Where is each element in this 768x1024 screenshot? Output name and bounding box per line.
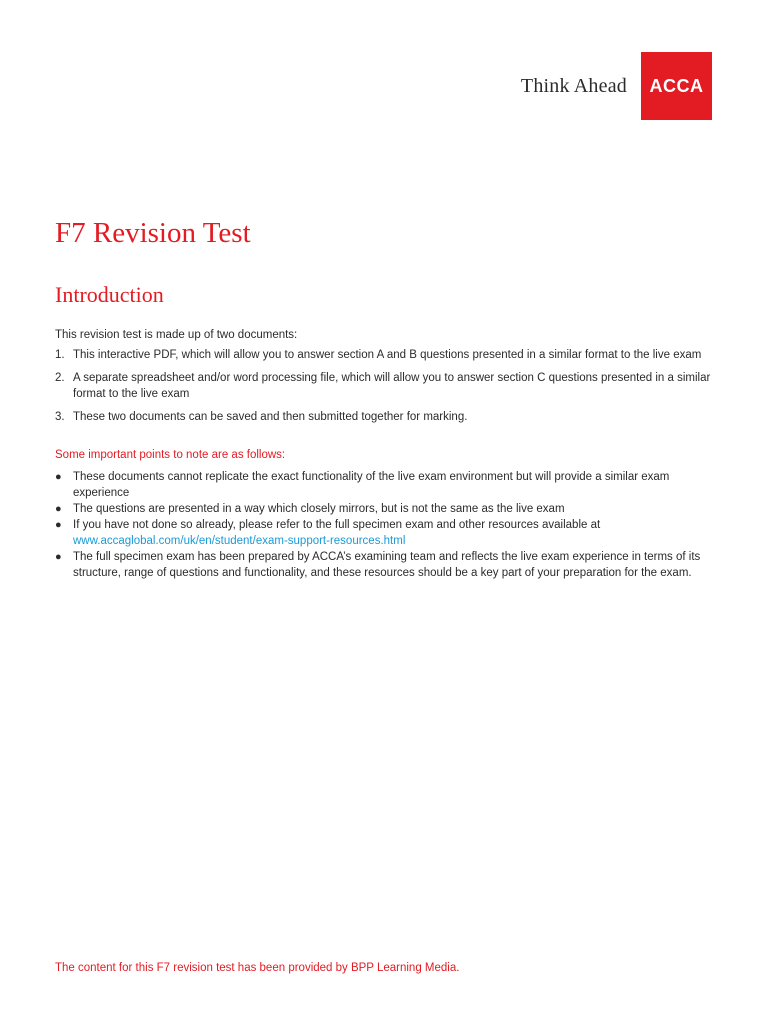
list-number: 1. — [55, 349, 65, 361]
list-item — [55, 517, 715, 549]
exam-resources-link[interactable]: www.accaglobal.com/uk/en/student/exam-support-resources.html — [73, 535, 406, 547]
list-item — [55, 501, 715, 517]
list-item — [55, 409, 715, 425]
points-heading: Some important points to note are as follows: — [55, 449, 286, 461]
brand-header — [521, 52, 712, 120]
list-text: These documents cannot replicate the exact functionality of the live exam environment but will provide a similar exam experience — [73, 471, 670, 499]
list-text: This interactive PDF, which will allow you to answer section A and B questions presented in a similar format to the live exam — [73, 349, 702, 361]
intro-text: This revision test is made up of two documents: — [55, 329, 298, 341]
list-item — [55, 370, 715, 402]
points-list — [55, 469, 715, 581]
list-text: The full specimen exam has been prepared by ACCA’s examining team and reflects the live exam experience in terms of its structure, range of questions and functionality, and these resources should be a key part of your preparation for the exam. — [73, 551, 701, 579]
steps-list — [55, 347, 715, 425]
list-text: The questions are presented in a way which closely mirrors, but is not the same as the live exam — [73, 503, 565, 515]
list-number: 3. — [55, 411, 65, 423]
logo-text: ACCA — [649, 75, 704, 96]
list-text: A separate spreadsheet and/or word processing file, which will allow you to answer section C questions presented in a similar format to the live exam — [73, 372, 711, 400]
intro-heading: Introduction — [55, 282, 164, 307]
list-text-with-link — [73, 517, 715, 549]
list-text: If you have not done so already, please refer to the full specimen exam and other resources available at — [73, 519, 601, 531]
bullet-icon: ● — [55, 471, 62, 483]
page-title: F7 Revision Test — [55, 217, 251, 249]
tagline: Think Ahead — [520, 74, 627, 97]
bullet-icon: ● — [55, 519, 62, 531]
list-text: These two documents can be saved and then submitted together for marking. — [73, 411, 468, 423]
footer-note: The content for this F7 revision test has been provided by BPP Learning Media. — [55, 962, 460, 974]
list-item — [55, 549, 715, 581]
list-item — [55, 347, 715, 363]
bullet-icon: ● — [55, 503, 62, 515]
bullet-icon: ● — [55, 551, 62, 563]
list-item — [55, 469, 715, 501]
list-number: 2. — [55, 372, 65, 384]
acca-logo — [641, 52, 712, 120]
document-body — [55, 215, 715, 581]
